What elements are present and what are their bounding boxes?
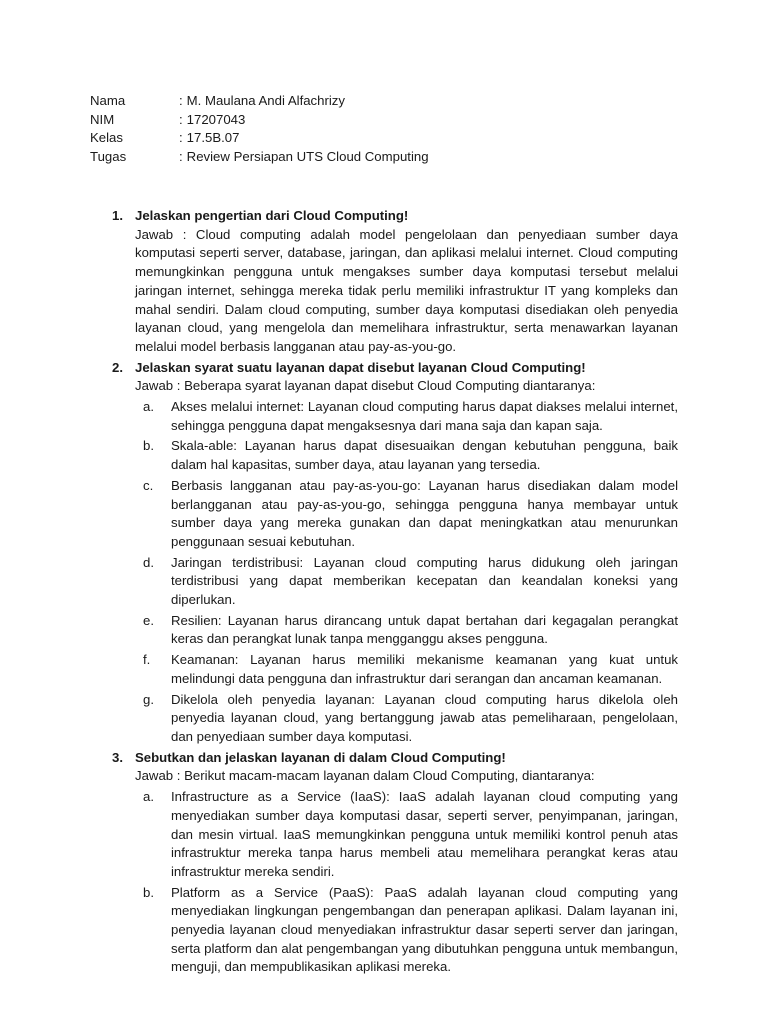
item-text: Skala-able: Layanan harus dapat disesuaikan dengan kebutuhan pengguna, baik dalam hal kapasitas, sumber daya, atau layanan yang tersedia. xyxy=(171,438,678,473)
item-text: Dikelola oleh penyedia layanan: Layanan cloud computing harus dikelola oleh penyedia layanan cloud, yang bertanggung jawab atas pemeliharaan, pengelolaan, dan penyediaan sumber daya komputasi. xyxy=(171,691,678,744)
header-separator: : xyxy=(179,93,183,108)
header-row-nama xyxy=(90,92,429,111)
header-separator: : xyxy=(179,130,183,146)
header-separator: : xyxy=(179,111,183,127)
answer-intro: Jawab : Berikut macam-macam layanan dalam Cloud Computing, diantaranya: xyxy=(135,768,595,784)
question-1 xyxy=(104,207,678,357)
item-letter: a. xyxy=(143,789,154,805)
header-value: Review Persiapan UTS Cloud Computing xyxy=(186,149,429,165)
header-value: 17207043 xyxy=(186,111,246,127)
item-text: Infrastructure as a Service (IaaS): IaaS adalah layanan cloud computing yang menyediakan sumber daya komputasi dasar, seperti server, penyimpanan, jaringan, dan mesin virtual. IaaS memungkinkan pengguna untuk memiliki kontrol penuh atas infrastruktur mereka tanpa harus membeli atau memelihara perangkat keras atau infrastruktur mereka sendiri. xyxy=(171,789,678,879)
header-label: NIM xyxy=(90,111,115,127)
item-text: Platform as a Service (PaaS): PaaS adalah layanan cloud computing yang menyediakan lingkungan pengembangan dan penerapan aplikasi. Dalam layanan ini, penyedia layanan cloud menyediakan infrastruktur dasar seperti server dan jaringan, serta platform dan alat pengembangan yang dibutuhkan pengguna untuk membangun, menguji, dan mempublikasikan aplikasi mereka. xyxy=(171,884,678,975)
question-title: Jelaskan syarat suatu layanan dapat disebut layanan Cloud Computing! xyxy=(135,359,586,375)
header-value: M. Maulana Andi Alfachrizy xyxy=(186,93,345,108)
question-3 xyxy=(104,749,678,977)
header-row-kelas xyxy=(90,129,429,148)
item-text: Keamanan: Layanan harus memiliki mekanisme keamanan yang kuat untuk melindungi data pengguna dan infrastruktur dari serangan dan ancaman keamanan. xyxy=(171,652,678,686)
list-item xyxy=(135,884,678,978)
answer-intro: Jawab : Beberapa syarat layanan dapat disebut Cloud Computing diantaranya: xyxy=(135,378,596,394)
list-item xyxy=(135,612,678,649)
header-label: Kelas xyxy=(90,130,123,146)
question-number: 3. xyxy=(112,749,123,765)
list-item xyxy=(135,651,678,688)
header-row-tugas xyxy=(90,148,429,167)
item-letter: f. xyxy=(143,652,151,668)
header-row-nim xyxy=(90,111,429,130)
question-2 xyxy=(104,359,678,747)
list-item xyxy=(135,437,678,474)
item-text: Berbasis langganan atau pay-as-you-go: Layanan harus disediakan dalam model berlangganan atau pay-as-you-go, sehingga pengguna hanya membayar untuk sumber daya yang mereka gunakan dan dapat meningkatkan atau menurunkan penggunaan sesuai kebutuhan. xyxy=(171,477,678,549)
item-text: Akses melalui internet: Layanan cloud computing harus dapat diakses melalui internet, sehingga pengguna dapat mengaksesnya dari mana saja dan kapan saja. xyxy=(171,399,678,433)
item-text: Resilien: Layanan harus dirancang untuk dapat bertahan dari kegagalan perangkat keras dan perangkat lunak tanpa mengganggu akses pengguna. xyxy=(171,612,678,647)
question-number: 2. xyxy=(112,359,123,375)
question-title: Sebutkan dan jelaskan layanan di dalam Cloud Computing! xyxy=(135,749,506,765)
item-letter: c. xyxy=(143,477,154,493)
question-list xyxy=(104,207,678,979)
question-title: Jelaskan pengertian dari Cloud Computing! xyxy=(135,208,409,223)
item-letter: b. xyxy=(143,438,154,454)
header-separator: : xyxy=(179,149,183,165)
header-label: Nama xyxy=(90,93,126,108)
item-letter: d. xyxy=(143,554,154,570)
header-value: 17.5B.07 xyxy=(186,130,240,146)
item-letter: a. xyxy=(143,399,154,415)
list-item xyxy=(135,398,678,435)
item-letter: b. xyxy=(143,884,154,900)
answer-text: Jawab : Cloud computing adalah model pengelolaan dan penyediaan sumber daya komputasi seperti server, database, jaringan, dan aplikasi melalui internet. Cloud computing memungkinkan pengguna untuk mengakses sumber daya komputasi tersebut melalui jaringan internet, sehingga mereka tidak perlu memiliki infrastruktur IT yang kompleks dan mahal sendiri. Dalam cloud computing, sumber daya komputasi disediakan oleh penyedia layanan cloud, yang mengelola dan memelihara infrastruktur, serta menawarkan layanan melalui model berbasis langganan atau pay-as-you-go. xyxy=(135,226,678,354)
header-label: Tugas xyxy=(90,149,127,165)
question-number: 1. xyxy=(112,208,123,223)
item-letter: g. xyxy=(143,691,154,707)
list-item xyxy=(135,788,678,882)
item-letter: e. xyxy=(143,612,154,628)
list-item xyxy=(135,691,678,747)
identity-header xyxy=(90,92,429,167)
requirement-list xyxy=(135,398,678,747)
item-text: Jaringan terdistribusi: Layanan cloud computing harus didukung oleh jaringan terdistribusi yang dapat memberikan kecepatan dan keandalan koneksi yang diperlukan. xyxy=(171,554,678,608)
list-item xyxy=(135,554,678,610)
service-list xyxy=(135,788,678,977)
list-item xyxy=(135,477,678,552)
